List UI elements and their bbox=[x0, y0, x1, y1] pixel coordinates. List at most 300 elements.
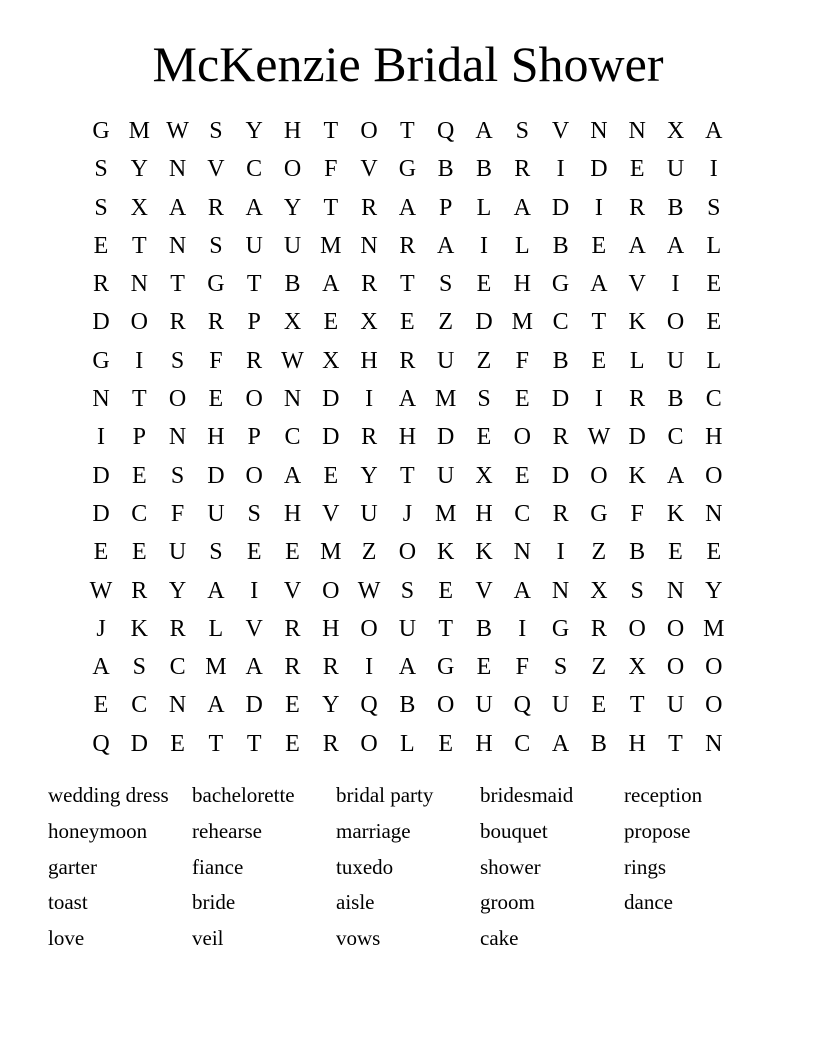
grid-letter: R bbox=[361, 424, 378, 451]
grid-letter: T bbox=[208, 730, 224, 757]
grid-letter: C bbox=[552, 309, 569, 336]
grid-letter: E bbox=[706, 539, 722, 566]
grid-letter: U bbox=[666, 692, 685, 719]
grid-letter: U bbox=[666, 156, 685, 183]
grid-letter: K bbox=[437, 539, 455, 566]
grid-letter: R bbox=[322, 730, 339, 757]
puzzle-title: McKenzie Bridal Shower bbox=[152, 36, 664, 92]
grid-letter: S bbox=[477, 386, 491, 413]
grid-letter: E bbox=[706, 271, 722, 298]
grid-letter: O bbox=[130, 309, 148, 336]
grid-letter: D bbox=[92, 309, 110, 336]
grid-letter: V bbox=[628, 271, 646, 298]
grid-letter: K bbox=[628, 309, 646, 336]
grid-letter: V bbox=[322, 500, 340, 527]
grid-letter: A bbox=[513, 577, 531, 604]
grid-letter: B bbox=[437, 156, 454, 183]
grid-letter: U bbox=[437, 347, 455, 374]
grid-letter: O bbox=[705, 654, 723, 681]
grid-letter: A bbox=[168, 194, 187, 221]
word-item: dance bbox=[624, 890, 673, 915]
grid-letter: A bbox=[551, 730, 570, 757]
grid-letter: P bbox=[132, 424, 146, 451]
word-item: groom bbox=[480, 890, 535, 915]
grid-letter: T bbox=[323, 194, 339, 221]
grid-letter: R bbox=[361, 271, 378, 298]
grid-letter: O bbox=[590, 462, 608, 489]
grid-letter: D bbox=[245, 692, 263, 719]
grid-letter: S bbox=[170, 347, 185, 374]
grid-letter: K bbox=[666, 500, 685, 527]
grid-letter: C bbox=[131, 692, 148, 719]
grid-letter: R bbox=[399, 347, 416, 374]
grid-letter: Y bbox=[322, 692, 340, 719]
grid-letter: I bbox=[365, 386, 374, 413]
grid-letter: Q bbox=[360, 692, 378, 719]
grid-letter: X bbox=[360, 309, 378, 336]
grid-letter: N bbox=[360, 232, 378, 259]
grid-letter: T bbox=[668, 730, 683, 757]
grid-letter: R bbox=[284, 615, 301, 642]
grid-letter: G bbox=[207, 271, 225, 298]
grid-letter: D bbox=[475, 309, 493, 336]
grid-letter: E bbox=[246, 539, 262, 566]
grid-letter: I bbox=[671, 271, 680, 298]
grid-letter: A bbox=[705, 118, 723, 144]
grid-letter: R bbox=[629, 194, 646, 221]
grid-letter: G bbox=[92, 118, 110, 144]
grid-letter: N bbox=[513, 539, 531, 566]
grid-letter: D bbox=[551, 386, 570, 413]
grid-letter: E bbox=[514, 462, 530, 489]
grid-letter: A bbox=[398, 194, 417, 221]
grid-letter: K bbox=[628, 462, 646, 489]
grid-letter: S bbox=[400, 577, 415, 604]
grid-letter: L bbox=[476, 194, 492, 221]
word-item: wedding dress bbox=[48, 783, 169, 807]
grid-letter: N bbox=[705, 500, 723, 527]
grid-letter: T bbox=[400, 462, 415, 489]
grid-letter: E bbox=[514, 386, 530, 413]
grid-letter: B bbox=[590, 730, 607, 757]
grid-letter: I bbox=[556, 539, 565, 566]
grid-letter: U bbox=[245, 232, 263, 259]
grid-letter: O bbox=[705, 462, 723, 489]
grid-letter: Q bbox=[437, 118, 455, 144]
grid-letter: Z bbox=[591, 654, 607, 681]
grid-letter: X bbox=[628, 654, 646, 681]
grid-letter: D bbox=[92, 462, 110, 489]
grid-letter: T bbox=[400, 271, 415, 298]
grid-letter: S bbox=[553, 654, 568, 681]
grid-letter: A bbox=[590, 271, 608, 298]
grid-letter: R bbox=[514, 156, 531, 183]
grid-letter: D bbox=[551, 194, 570, 221]
grid-letter: B bbox=[629, 539, 646, 566]
grid-letter: A bbox=[245, 194, 263, 221]
grid-letter: X bbox=[283, 309, 302, 336]
grid-letter: V bbox=[475, 577, 493, 604]
grid-letter: A bbox=[322, 271, 340, 298]
word-item: reception bbox=[624, 783, 703, 807]
grid-letter: H bbox=[322, 615, 340, 642]
grid-letter: B bbox=[552, 232, 569, 259]
grid-letter: Y bbox=[130, 156, 148, 183]
grid-letter: C bbox=[131, 500, 148, 527]
grid-letter: B bbox=[399, 692, 416, 719]
grid-letter: K bbox=[130, 615, 148, 642]
grid-letter: T bbox=[170, 271, 185, 298]
word-item: shower bbox=[480, 854, 541, 879]
grid-letter: C bbox=[667, 424, 684, 451]
grid-letter: N bbox=[168, 692, 187, 719]
grid-letter: M bbox=[320, 539, 342, 566]
grid-letter: V bbox=[207, 156, 225, 183]
grid-letter: H bbox=[207, 424, 225, 451]
grid-letter: I bbox=[365, 654, 374, 681]
grid-letter: S bbox=[247, 500, 261, 527]
grid-letter: R bbox=[246, 347, 263, 374]
grid-letter: O bbox=[437, 692, 455, 719]
grid-letter: A bbox=[207, 692, 225, 719]
grid-letter: I bbox=[594, 386, 603, 413]
grid-letter: Z bbox=[438, 309, 454, 336]
grid-letter: C bbox=[169, 654, 186, 681]
grid-letter: R bbox=[552, 424, 569, 451]
grid-letter: E bbox=[323, 309, 339, 336]
grid-letter: P bbox=[247, 424, 261, 451]
word-item: bride bbox=[192, 890, 236, 915]
grid-letter: U bbox=[360, 500, 378, 527]
grid-letter: T bbox=[323, 118, 339, 144]
grid-letter: O bbox=[666, 615, 685, 642]
grid-letter: E bbox=[476, 424, 492, 451]
word-item: tuxedo bbox=[336, 854, 394, 879]
grid-letter: E bbox=[591, 347, 607, 374]
grid-letter: A bbox=[207, 577, 225, 604]
grid-letter: O bbox=[398, 539, 417, 566]
grid-letter: E bbox=[131, 539, 147, 566]
grid-letter: N bbox=[628, 118, 646, 144]
grid-letter: R bbox=[629, 386, 646, 413]
grid-letter: B bbox=[667, 386, 684, 413]
grid-letter: L bbox=[706, 347, 722, 374]
grid-letter: Y bbox=[705, 577, 723, 604]
grid-letter: I bbox=[518, 615, 527, 642]
grid-letter: T bbox=[438, 615, 454, 642]
grid-letter: E bbox=[131, 462, 147, 489]
grid-letter: V bbox=[551, 118, 570, 144]
grid-letter: H bbox=[283, 500, 302, 527]
grid-letter: O bbox=[666, 309, 685, 336]
grid-letter: M bbox=[435, 386, 457, 413]
word-item: bouquet bbox=[480, 818, 548, 843]
grid-letter: L bbox=[629, 347, 645, 374]
grid-letter: S bbox=[439, 271, 453, 298]
grid-letter: S bbox=[132, 654, 146, 681]
grid-letter: Y bbox=[245, 118, 263, 144]
grid-letter: R bbox=[361, 194, 378, 221]
grid-letter: M bbox=[703, 615, 725, 642]
grid-letter: E bbox=[438, 730, 454, 757]
grid-letter: O bbox=[513, 424, 531, 451]
grid-letter: H bbox=[475, 730, 493, 757]
grid-letter: U bbox=[475, 692, 493, 719]
grid-letter: A bbox=[666, 462, 685, 489]
grid-letter: D bbox=[628, 424, 646, 451]
grid-letter: O bbox=[168, 386, 187, 413]
grid-letter: M bbox=[320, 232, 342, 259]
grid-letter: D bbox=[322, 424, 340, 451]
grid-letter: G bbox=[92, 347, 110, 374]
grid-letter: E bbox=[170, 730, 185, 757]
grid-letter: A bbox=[398, 386, 417, 413]
grid-letter: X bbox=[590, 577, 608, 604]
grid-letter: N bbox=[130, 271, 148, 298]
grid-letter: X bbox=[130, 194, 148, 221]
grid-letter: C bbox=[246, 156, 263, 183]
grid-letter: N bbox=[590, 118, 608, 144]
grid-letter: D bbox=[130, 730, 148, 757]
grid-letter: H bbox=[360, 347, 378, 374]
word-item: toast bbox=[48, 890, 88, 915]
grid-letter: Y bbox=[168, 577, 187, 604]
grid-letter: L bbox=[514, 232, 530, 259]
grid-letter: C bbox=[514, 500, 531, 527]
grid-letter: B bbox=[552, 347, 569, 374]
grid-letter: I bbox=[556, 156, 565, 183]
grid-letter: E bbox=[285, 692, 300, 719]
grid-letter: O bbox=[666, 654, 685, 681]
grid-letter: P bbox=[439, 194, 453, 221]
grid-letter: I bbox=[594, 194, 603, 221]
grid-letter: L bbox=[400, 730, 415, 757]
grid-letter: U bbox=[283, 232, 302, 259]
grid-letter: Z bbox=[591, 539, 607, 566]
grid-letter: E bbox=[476, 271, 492, 298]
grid-letter: C bbox=[284, 424, 301, 451]
grid-letter: T bbox=[131, 386, 147, 413]
grid-letter: R bbox=[169, 615, 186, 642]
grid-letter: U bbox=[168, 539, 187, 566]
grid-letter: E bbox=[323, 462, 339, 489]
grid-letter: S bbox=[170, 462, 185, 489]
grid-letter: F bbox=[170, 500, 185, 527]
grid-letter: O bbox=[322, 577, 340, 604]
grid-letter: V bbox=[283, 577, 302, 604]
grid-letter: T bbox=[246, 271, 262, 298]
grid-letter: R bbox=[169, 309, 186, 336]
grid-letter: H bbox=[513, 271, 531, 298]
grid-letter: T bbox=[400, 118, 415, 144]
word-item: fiance bbox=[192, 854, 244, 879]
grid-letter: N bbox=[168, 156, 187, 183]
grid-letter: L bbox=[706, 232, 722, 259]
grid-letter: L bbox=[208, 615, 224, 642]
grid-letter: R bbox=[284, 654, 301, 681]
grid-letter: T bbox=[131, 232, 147, 259]
grid-letter: E bbox=[629, 156, 645, 183]
grid-letter: B bbox=[475, 156, 492, 183]
grid-letter: P bbox=[247, 309, 261, 336]
word-item: cake bbox=[480, 926, 519, 951]
word-item: bachelorette bbox=[192, 783, 295, 807]
grid-letter: S bbox=[209, 539, 223, 566]
grid-letter: H bbox=[475, 500, 493, 527]
grid-letter: D bbox=[590, 156, 608, 183]
grid-letter: U bbox=[666, 347, 685, 374]
grid-letter: N bbox=[92, 386, 110, 413]
grid-letter: D bbox=[322, 386, 340, 413]
grid-letter: G bbox=[398, 156, 417, 183]
grid-letter: J bbox=[96, 615, 106, 642]
grid-letter: E bbox=[285, 730, 300, 757]
grid-letter: Z bbox=[361, 539, 377, 566]
grid-letter: V bbox=[245, 615, 263, 642]
grid-letter: C bbox=[514, 730, 531, 757]
grid-letter: Y bbox=[360, 462, 378, 489]
grid-letter: O bbox=[360, 118, 378, 144]
grid-letter: Y bbox=[283, 194, 302, 221]
grid-letter: E bbox=[591, 692, 607, 719]
grid-letter: H bbox=[398, 424, 417, 451]
grid-letter: H bbox=[283, 118, 302, 144]
grid-letter: W bbox=[166, 118, 189, 144]
grid-letter: A bbox=[666, 232, 685, 259]
grid-letter: O bbox=[705, 692, 723, 719]
grid-letter: T bbox=[246, 730, 262, 757]
grid-letter: J bbox=[402, 500, 413, 527]
grid-letter: A bbox=[628, 232, 646, 259]
grid-letter: N bbox=[705, 730, 723, 757]
grid-letter: I bbox=[709, 156, 718, 183]
grid-letter: X bbox=[475, 462, 493, 489]
grid-letter: X bbox=[322, 347, 340, 374]
word-item: honeymoon bbox=[48, 818, 148, 843]
grid-letter: K bbox=[475, 539, 493, 566]
grid-letter: E bbox=[285, 539, 300, 566]
grid-letter: O bbox=[283, 156, 302, 183]
word-item: vows bbox=[336, 926, 381, 951]
grid-letter: S bbox=[94, 156, 108, 183]
grid-letter: R bbox=[322, 654, 339, 681]
grid-letter: E bbox=[93, 692, 109, 719]
grid-letter: F bbox=[515, 347, 529, 374]
grid-letter: R bbox=[207, 194, 224, 221]
grid-letter: M bbox=[511, 309, 533, 336]
grid-letter: X bbox=[666, 118, 685, 144]
grid-letter: W bbox=[281, 347, 304, 374]
grid-letter: W bbox=[587, 424, 611, 451]
grid-letter: A bbox=[283, 462, 302, 489]
grid-letter: U bbox=[207, 500, 225, 527]
grid-letter: O bbox=[245, 386, 263, 413]
word-item: propose bbox=[624, 818, 691, 843]
grid-letter: R bbox=[399, 232, 416, 259]
grid-letter: O bbox=[245, 462, 263, 489]
grid-letter: I bbox=[97, 424, 105, 451]
grid-letter: Z bbox=[476, 347, 492, 374]
grid-letter: F bbox=[209, 347, 223, 374]
grid-letter: W bbox=[357, 577, 381, 604]
grid-letter: D bbox=[437, 424, 455, 451]
grid-letter: R bbox=[552, 500, 569, 527]
grid-letter: A bbox=[398, 654, 417, 681]
grid-letter: M bbox=[205, 654, 227, 681]
grid-letter: O bbox=[360, 615, 378, 642]
grid-letter: E bbox=[668, 539, 683, 566]
grid-letter: A bbox=[92, 654, 110, 681]
grid-letter: B bbox=[284, 271, 301, 298]
grid-letter: E bbox=[591, 232, 607, 259]
grid-letter: I bbox=[250, 577, 259, 604]
grid-letter: M bbox=[128, 118, 150, 144]
word-item: veil bbox=[192, 926, 224, 951]
grid-letter: E bbox=[476, 654, 492, 681]
grid-letter: E bbox=[400, 309, 415, 336]
grid-letter: U bbox=[551, 692, 570, 719]
grid-letter: D bbox=[551, 462, 570, 489]
grid-letter: I bbox=[480, 232, 488, 259]
word-item: bridesmaid bbox=[480, 783, 574, 807]
grid-letter: E bbox=[93, 539, 109, 566]
grid-letter: T bbox=[629, 692, 645, 719]
grid-letter: F bbox=[630, 500, 644, 527]
grid-letter: A bbox=[437, 232, 455, 259]
grid-letter: A bbox=[475, 118, 493, 144]
word-item: marriage bbox=[336, 818, 411, 843]
grid-letter: N bbox=[666, 577, 685, 604]
word-item: aisle bbox=[336, 890, 375, 915]
grid-letter: V bbox=[360, 156, 378, 183]
grid-letter: E bbox=[706, 309, 722, 336]
grid-letter: A bbox=[245, 654, 263, 681]
grid-letter: G bbox=[551, 615, 570, 642]
grid-letter: D bbox=[207, 462, 225, 489]
grid-letter: R bbox=[207, 309, 224, 336]
grid-letter: N bbox=[168, 424, 187, 451]
grid-letter: S bbox=[209, 118, 223, 144]
grid-letter: F bbox=[515, 654, 529, 681]
word-item: rehearse bbox=[192, 818, 262, 843]
grid-letter: M bbox=[435, 500, 457, 527]
grid-letter: S bbox=[630, 577, 644, 604]
grid-letter: A bbox=[513, 194, 531, 221]
grid-letter: R bbox=[92, 271, 109, 298]
grid-letter: O bbox=[360, 730, 378, 757]
grid-letter: N bbox=[551, 577, 570, 604]
grid-letter: F bbox=[324, 156, 338, 183]
grid-letter: R bbox=[590, 615, 607, 642]
grid-letter: U bbox=[398, 615, 417, 642]
grid-letter: S bbox=[209, 232, 223, 259]
grid-letter: Q bbox=[92, 730, 110, 757]
grid-letter: E bbox=[208, 386, 224, 413]
word-item: bridal party bbox=[336, 783, 434, 807]
grid-letter: S bbox=[707, 194, 721, 221]
grid-letter: G bbox=[551, 271, 570, 298]
grid-letter: H bbox=[705, 424, 723, 451]
grid-letter: B bbox=[667, 194, 684, 221]
grid-letter: S bbox=[515, 118, 529, 144]
grid-letter: G bbox=[437, 654, 455, 681]
grid-letter: O bbox=[628, 615, 646, 642]
word-item: love bbox=[48, 926, 85, 951]
grid-letter: R bbox=[131, 577, 148, 604]
grid-letter: B bbox=[475, 615, 492, 642]
grid-letter: U bbox=[437, 462, 455, 489]
grid-letter: N bbox=[168, 232, 187, 259]
